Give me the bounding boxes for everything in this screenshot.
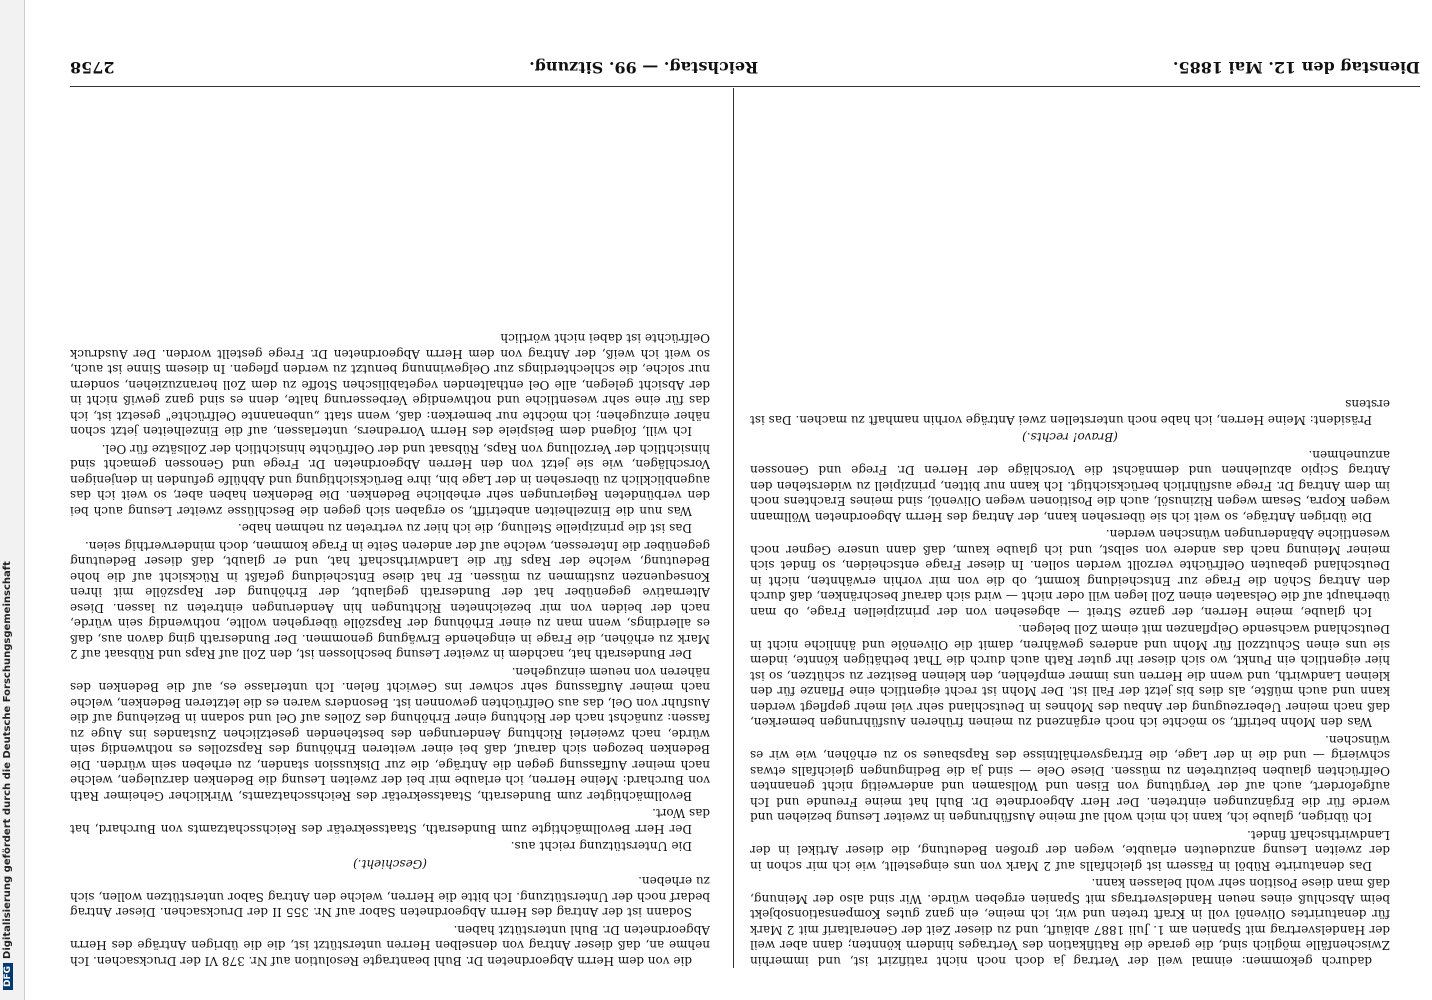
paragraph: Das denaturirte Rüböl in Fässern ist gleichfalls auf 2 Mark von uns eingestellt, wie ich mir schon in der zweiten Lesung anzudeuten erlaubte, wegen der großen Bedeutung, die dieser Artikel in der Landwirthschaft findet. — [750, 828, 1390, 873]
column-divider — [733, 88, 734, 968]
paragraph: Was nun die Einzelheiten anbetrifft, so ergaben sich gegen die Beschlüsse zweiter Lesung auch bei den verbündeten Regierungen sehr erhebliche Bedenken. Die Bedenken haben aber, so weit ich das augenblicklich zu übersehen in der Lage bin, ihre Berücksichtigung und Abhülfe gefunden in denjenigen Vorschlägen, wie sie jetzt von den Herren Abgeordneten Dr. Frege und Genossen gemacht sind hinsichtlich der Verzollung von Raps, Rübsaat und der Oelfrüchte hinsichtlich der Zollsätze für Oel. — [70, 442, 710, 518]
president-remark: Präsident: Meine Herren, ich habe noch unterstellen zwei Anträge vorhin namhaft zu machen. Das ist erstens — [750, 397, 1390, 427]
paragraph: Der Herr Bevollmächtigte zum Bundesrath, Staatssekretär des Reichsschatzamts von Burchard, hat das Wort. — [70, 806, 710, 836]
paragraph: Was den Mohn betrifft, so möchte ich noch ergänzend zu meinen früheren Ausführungen bemerken, daß nach meiner Ueberzeugung der Anbau des Mohnes in Deutschland sehr viel mehr gepflegt werden kann und auch müßte, als dies bis jetzt der Fall ist. Der Mohn ist recht eigentlich eine Pflanze für den kleinen Landwirth, und wenn die Herren uns immer empfehlen, den kleinen Besitzer zu schützen, so ist hier eigentlich ein Punkt, wo sich dieser ihr guter Rath auch durch die That bethätigen könnte, indem sie uns einen Schutzzoll für Mohn und anderes gewähren, damit die Olivenöle und ähnliche nicht in Deutschland wachsende Oelpflanzen mit einem Zoll belegen. — [750, 622, 1390, 730]
right-column — [70, 88, 710, 968]
digitization-credit — [2, 561, 13, 990]
paragraph: Sodann ist der Antrag des Herrn Abgeordneten Sabor auf Nr. 355 II der Drucksachen. Dieser Antrag bedarf noch der Unterstützung. Ich bitte die Herren, welche den Antrag Sabor unterstützen wollen, sich zu erheben. — [70, 874, 710, 920]
paragraph: Ich glaube, meine Herren, der ganze Streit — abgesehen von der prinzipiellen Frage, ob man überhaupt auf die Oelsaaten einen Zoll legen will oder nicht — wird sich darauf beschränken, daß durch den Antrag Schön die Frage zur Entscheidung kommt, ob die von mir vorhin erwähnten, nicht in Deutschland gebauten Oelfrüchte verzollt werden sollen. In dieser Frage entscheiden, so findet sich meiner Meinung nach das andere von selbst, und ich glaube kaum, daß dann unsere Gegner noch wesentliche Abänderungen wünschen werden. — [750, 527, 1390, 619]
paragraph: dadurch gekommen: einmal weil der Vertrag ja doch noch nicht ratifizirt ist, und immerhin Zwischenfälle möglich sind, die gerade die Ratifikation des Vertrages hindern könnten; dann aber weil der Handelsvertrag mit Spanien am 1. Juli 1887 abläuft, und zu dieser Zeit der Generaltarif mit 2 Mark für denaturirtes Olivenöl voll in Kraft treten und wir, ich meine, ein ganz gutes Kompensationsobjekt beim Abschluß eines neuen Handelsvertrags mit Spanien ergeben würde. Wir sind also der Meinung, daß man diese Position sehr wohl belassen kann. — [750, 876, 1390, 968]
date-line: Dienstag den 12. Mai 1885. — [1172, 58, 1420, 78]
digitization-sidebar — [0, 0, 25, 1000]
paragraph: Bevollmächtigter zum Bundesrath, Staatssekretär des Reichsschatzamts, Wirklicher Geheimer Rath von Burchard: Meine Herren, ich erlaube mir bei der zweiten Lesung die Bedenken darzulegen, welche nach meiner Auffassung gegen die Anträge, die zur Diskussion standen, zu erheben sein würden. Die Bedenken bezogen sich darauf, daß bei einer weiteren Erhöhung des Rapszolles es nothwendig sein würde, nach zweierlei Richtung Aenderungen des bestehenden gesetzlichen Zustandes ins Auge zu fassen: zunächst nach der Richtung einer Erhöhung des Zolles auf Oel und sodann in Beziehung auf die Ausfuhr von Oel, das aus Oelfrüchten gewonnen ist. Besonders waren es die letzteren Bedenken, welche nach meiner Auffassung sehr schwer ins Gewicht fielen. Ich unterlasse es, auf die Bedenken des näheren von neuem einzugehen. — [70, 665, 710, 803]
paragraph: die von dem Herrn Abgeordneten Dr. Buhl beantragte Resolution auf Nr. 378 VI der Drucksachen. Ich nehme an, daß dieser Antrag von denselben Herren unterstützt ist, die die übrigen Anträge des Herrn Abgeordneten Dr. Buhl unterstützt haben. — [70, 923, 710, 968]
paragraph: Der Bundesrath hat, nachdem in zweiter Lesung beschlossen ist, den Zoll auf Raps und Rübsaat auf 2 Mark zu erhöhen, die Frage in eingehende Erwägung genommen. Der Bundesrath ging davon aus, daß es allerdings, wenn man zu einer Erhöhung der Rapszölle übergehen wollte, nothwendig sein würde, nach der beiden von mir bezeichneten Richtungen hin Aenderungen eintreten zu lassen. Diese Alternative gegenüber hat der Bundesrath geglaubt, der Erhöhung der Rapszölle mit ihren Konsequenzen zustimmen zu müssen. Er hat diese Entscheidung gefaßt in Rücksicht auf die hohe Bedeutung, welche der Raps für die Landwirthschaft hat, und er glaubt, daß dieser Bedeutung gegenüber die Interessen, welche auf der anderen Seite in Frage kommen, doch minderwerthig seien. — [70, 539, 710, 662]
paragraph: Die Unterstützung reicht aus. — [510, 839, 692, 854]
dfg-logo: DFG — [3, 963, 13, 990]
credit-text: Digitalisierung gefördert durch die Deutsche Forschungsgemeinschaft — [2, 561, 13, 959]
page-header — [70, 48, 1420, 88]
page-content — [70, 48, 1420, 978]
session-title: Reichstag. — 99. Sitzung. — [529, 58, 759, 78]
applause-note: (Bravo! rechts.) — [1022, 430, 1118, 445]
paragraph: Das ist die prinzipielle Stellung, die ich hier zu vertreten zu nehmen habe. — [237, 521, 692, 536]
header-rule — [70, 86, 1420, 87]
page-number: 2758 — [70, 58, 115, 78]
paragraph: Die übrigen Anträge, so weit ich sie übersehen kann, der Antrag des Herrn Abgeordneten Wöllmann wegen Kopra, Sesam wegen Rizinusöl, auch die Positionen wegen Olivenöl, sind meines Erachtens noch im dem Antrag Dr. Frege ausführlich berücksichtigt. Ich kann nur bitten, prinzipiell zu widerstehen den Antrag Scipio abzulehnen und demnächst die Vorschläge der Herren Dr. Frege und Genossen anzunehmen. — [750, 448, 1390, 524]
paragraph: Ich übrigen, glaube ich, kann ich mich wohl auf meine Ausführungen in zweiter Lesung beziehen und werde für die Ergänzungen eintreten. Der Herr Abgeordnete Dr. Buhl hat meine Freunde und Ich aufgefordert, auch auf der Vergütung von Eisen und Wollsamen und anderweitig nicht genannten Oelfrüchten glauben beizutreten zu müssen. Diese Oele — sind ja die Bedingungen gleichfalls etwas schwierig — und die in der Lage, die Ertragsverhältnisse des Rapsbaues so zu erhöhen, wie wir es wünschen. — [750, 733, 1390, 825]
applause-note: (Geschieht.) — [353, 857, 427, 871]
left-column — [750, 88, 1390, 968]
paragraph: Ich will, folgend dem Beispiele des Herrn Vorredners, unterlassen, auf die Einzelheiten jetzt schon näher einzugehen; ich möchte nur bemerken: daß, wenn statt „unbenannte Oelfrüchte" gesetzt ist, ich das für eine sehr wesentliche und nothwendige Verbesserung halte, denn es sind ganz gewiß nicht in der Absicht gelegen, alle Oel enthaltenden vegetabilischen Stoffe zu dem Zoll heranzuziehen, sondern nur solche, die schlechterdings zur Oelgewinnung benutzt zu werden pflegen. In diesem Sinne ist auch, so weit ich weiß, der Antrag von dem Herrn Abgeordneten Dr. Frege gestellt worden. Der Ausdruck Oelfrüchte ist dabei nicht wörtlich — [70, 331, 710, 439]
